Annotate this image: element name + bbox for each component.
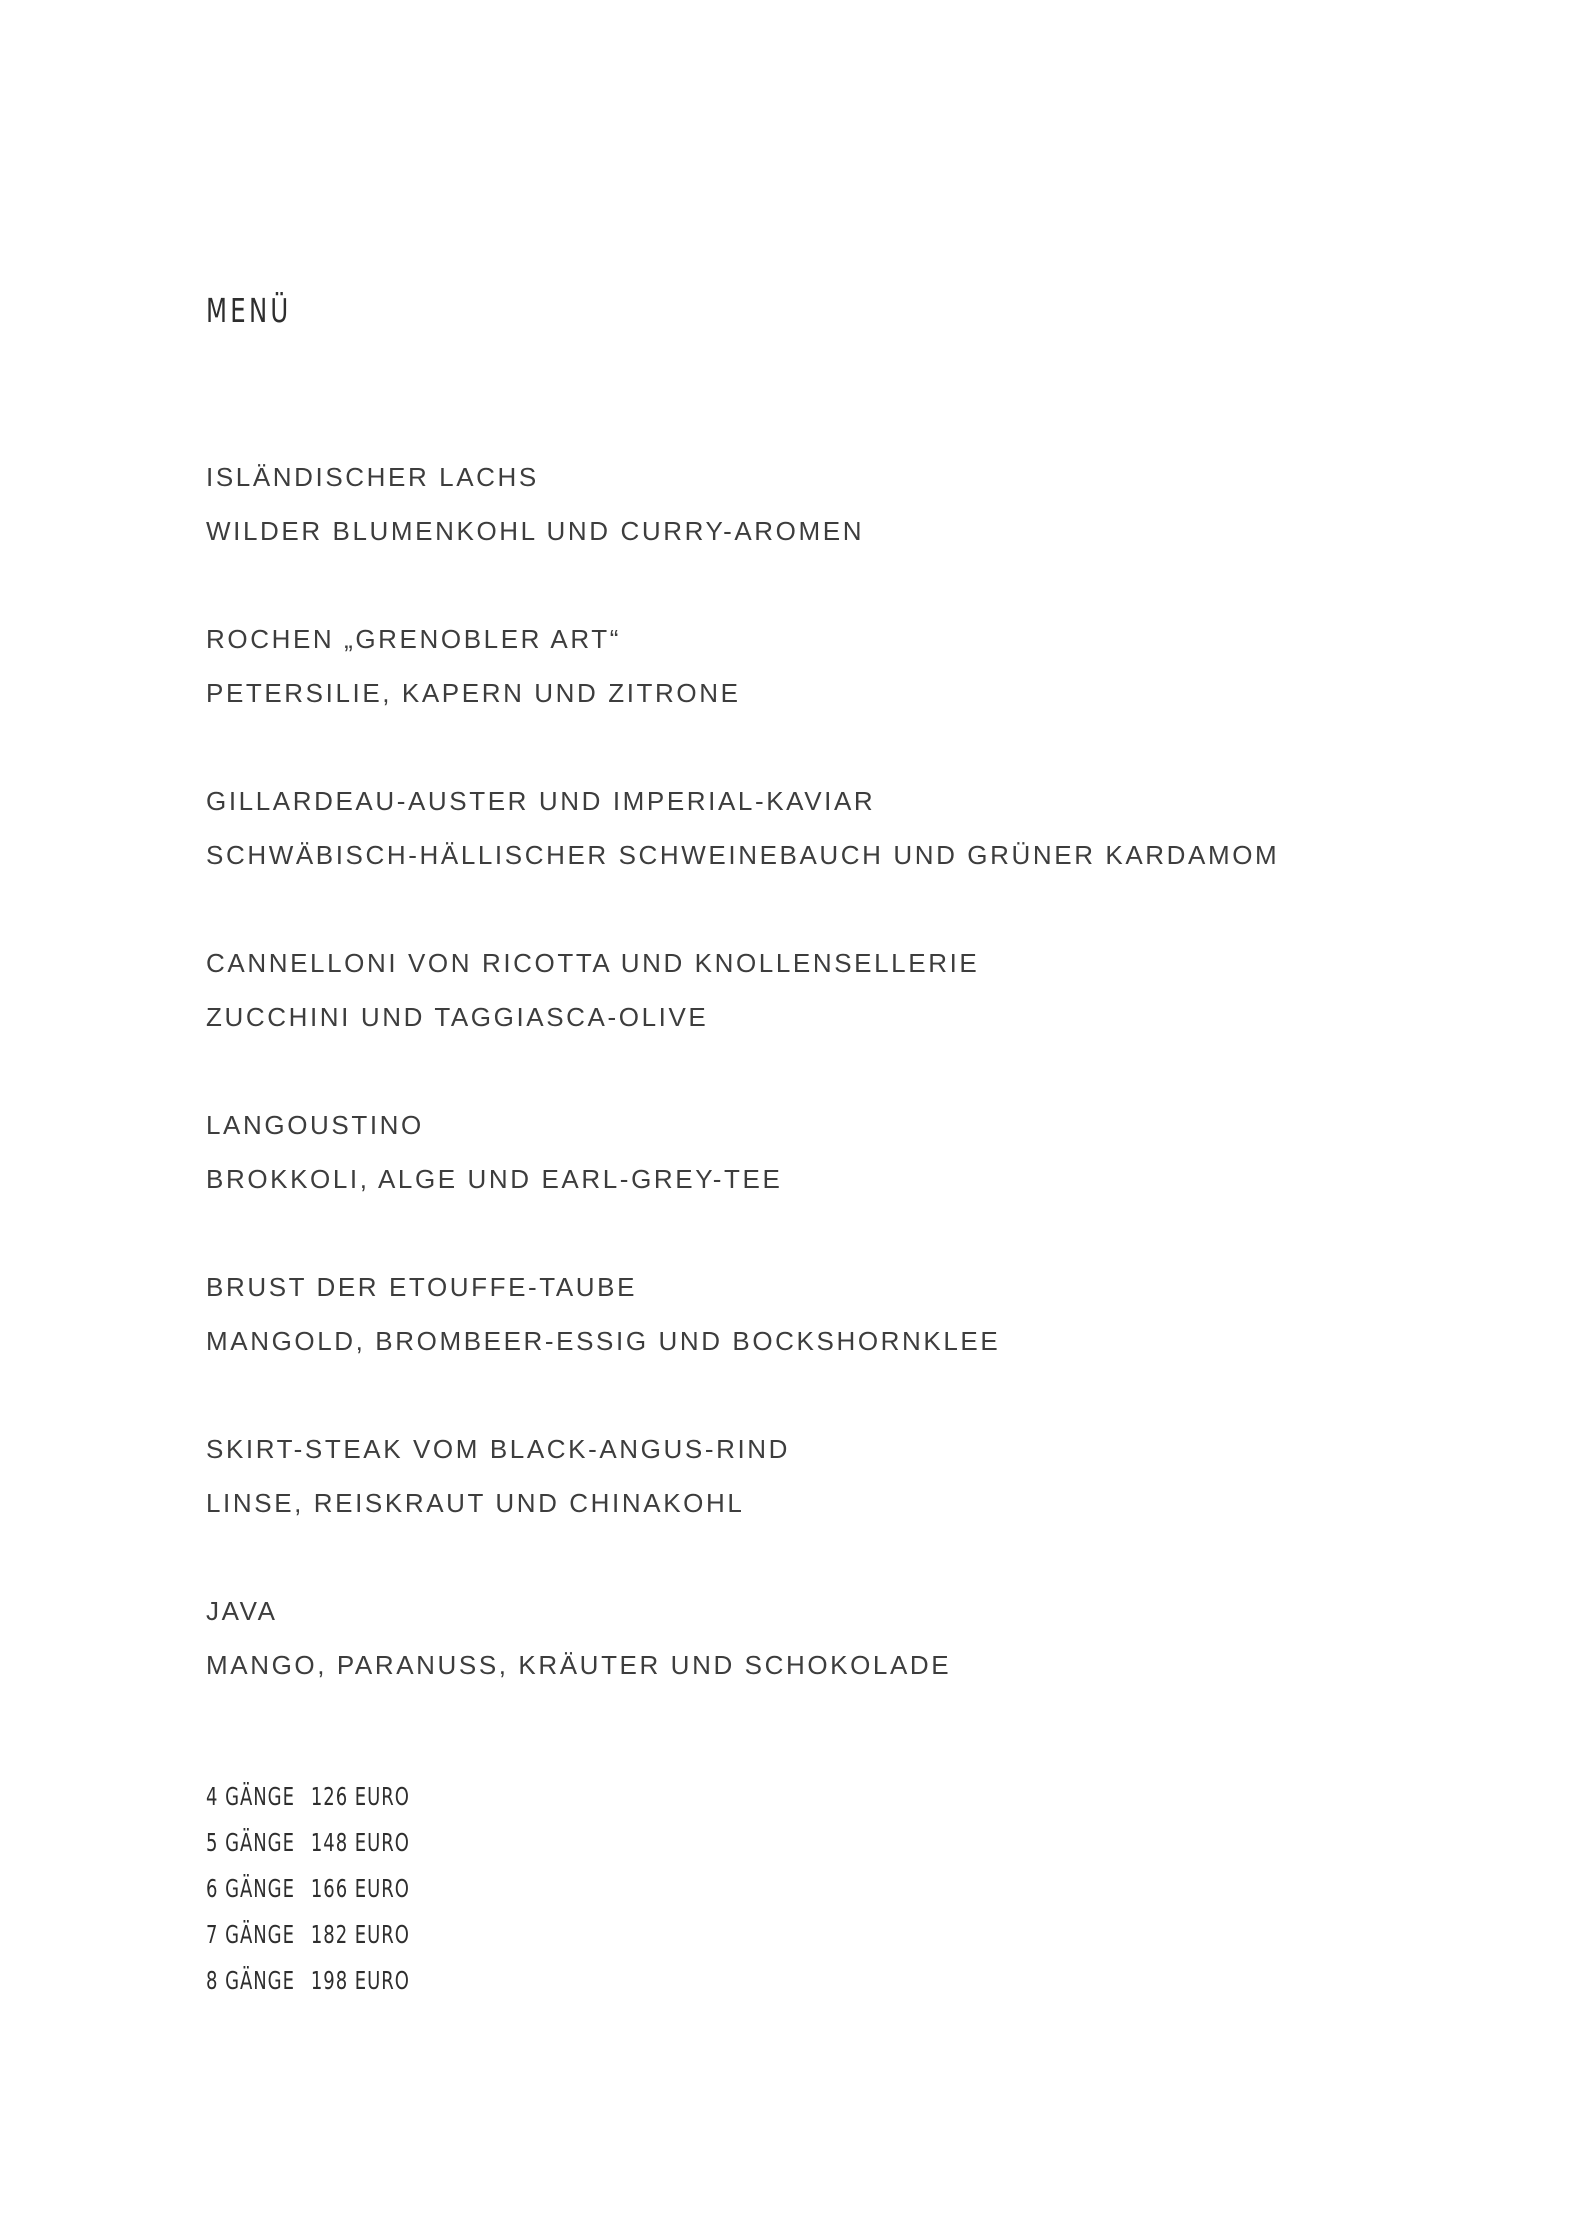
course-description: ZUCCHINI UND TAGGIASCA-OLIVE [206, 1002, 709, 1032]
course-name: JAVA [206, 1596, 278, 1626]
course-item [206, 1098, 1506, 1260]
course-name: GILLARDEAU-AUSTER UND IMPERIAL-KAVIAR [206, 786, 876, 816]
course-name: ROCHEN „GRENOBLER ART“ [206, 624, 621, 654]
course-name: LANGOUSTINO [206, 1110, 424, 1140]
course-item [206, 612, 1506, 774]
course-description: WILDER BLUMENKOHL UND CURRY-AROMEN [206, 516, 865, 546]
price-row [206, 1958, 410, 2004]
course-description: BROKKOLI, ALGE UND EARL-GREY-TEE [206, 1164, 783, 1194]
price-value: 148 EURO [310, 1828, 410, 1857]
course-count: 4 GÄNGE [206, 1782, 295, 1811]
course-name: CANNELLONI VON RICOTTA UND KNOLLENSELLERIE [206, 948, 980, 978]
course-description: PETERSILIE, KAPERN UND ZITRONE [206, 678, 741, 708]
course-name: ISLÄNDISCHER LACHS [206, 462, 539, 492]
menu-title: MENÜ [206, 291, 292, 330]
course-count: 6 GÄNGE [206, 1874, 295, 1903]
price-list [206, 1774, 461, 2004]
course-count: 7 GÄNGE [206, 1920, 295, 1949]
course-count: 5 GÄNGE [206, 1828, 295, 1857]
course-item [206, 1422, 1506, 1584]
course-item [206, 450, 1506, 612]
price-value: 182 EURO [310, 1920, 410, 1949]
course-name: SKIRT-STEAK VOM BLACK-ANGUS-RIND [206, 1434, 791, 1464]
course-item [206, 1260, 1506, 1422]
price-row [206, 1866, 410, 1912]
price-row [206, 1912, 410, 1958]
course-description: MANGO, PARANUSS, KRÄUTER UND SCHOKOLADE [206, 1650, 952, 1680]
course-list [206, 450, 1506, 1746]
course-description: SCHWÄBISCH-HÄLLISCHER SCHWEINEBAUCH UND GRÜNER KARDAMOM [206, 840, 1280, 870]
course-count: 8 GÄNGE [206, 1966, 295, 1995]
price-value: 166 EURO [310, 1874, 410, 1903]
price-row [206, 1820, 410, 1866]
price-value: 198 EURO [310, 1966, 410, 1995]
course-description: MANGOLD, BROMBEER-ESSIG UND BOCKSHORNKLEE [206, 1326, 1001, 1356]
price-value: 126 EURO [310, 1782, 410, 1811]
course-item [206, 936, 1506, 1098]
course-name: BRUST DER ETOUFFE-TAUBE [206, 1272, 638, 1302]
price-row [206, 1774, 410, 1820]
course-item [206, 774, 1506, 936]
course-description: LINSE, REISKRAUT UND CHINAKOHL [206, 1488, 745, 1518]
course-item [206, 1584, 1506, 1746]
